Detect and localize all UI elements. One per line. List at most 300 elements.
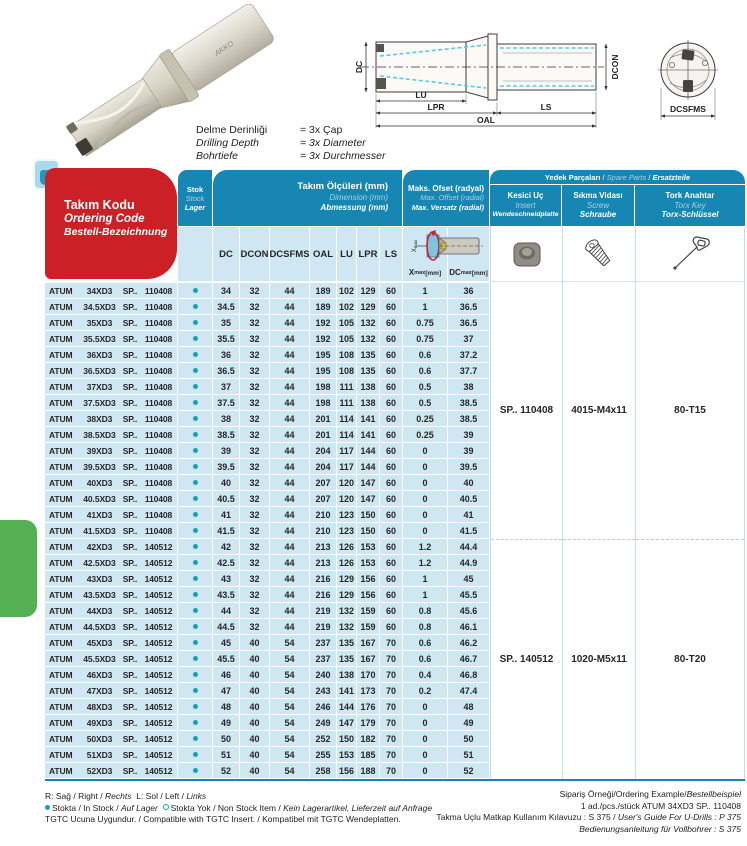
cell-ordering-code: ATUM 41XD3 SP.. 110408 [45, 507, 177, 522]
footer-tgtc-note: TGTC Ucuna Uygundur. / Compatible with TGTC Insert. / Kompatibel mit TGTC Wendeplatten. [45, 814, 401, 824]
cell-dcmax: 37.7 [448, 363, 489, 378]
dim-label-oal: OAL [477, 115, 495, 125]
table-row [45, 651, 490, 667]
cell-dc: 39.5 [213, 459, 239, 474]
cell-oal: 240 [310, 667, 336, 682]
cell-dcmax: 47.4 [448, 683, 489, 698]
cell-dc: 50 [213, 731, 239, 746]
cell-lu: 102 [337, 283, 356, 298]
cell-dcon: 32 [240, 571, 269, 586]
cell-dcmax: 46.7 [448, 651, 489, 666]
cell-dcon: 32 [240, 587, 269, 602]
cell-xmax: 0.8 [403, 603, 447, 618]
offset-diagram [405, 229, 487, 263]
cell-dc: 35.5 [213, 331, 239, 346]
table-row [45, 411, 490, 427]
cell-oal: 210 [310, 507, 336, 522]
cell-dcsfms: 44 [270, 555, 309, 570]
cell-lu: 108 [337, 347, 356, 362]
cell-dcmax: 52 [448, 763, 489, 778]
cell-ls: 60 [380, 299, 402, 314]
cell-ls: 70 [380, 747, 402, 762]
cell-oal: 258 [310, 763, 336, 778]
cell-xmax: 0.75 [403, 315, 447, 330]
cell-stock [178, 539, 212, 554]
cell-ls: 60 [380, 555, 402, 570]
cell-dcsfms: 44 [270, 507, 309, 522]
cell-dcon: 40 [240, 763, 269, 778]
cell-lu: 129 [337, 571, 356, 586]
cell-lu: 129 [337, 587, 356, 602]
cell-dcsfms: 54 [270, 763, 309, 778]
cell-dcsfms: 44 [270, 427, 309, 442]
cell-stock [178, 331, 212, 346]
cell-dcsfms: 44 [270, 331, 309, 346]
in-stock-dot-icon [193, 512, 198, 517]
cell-dcsfms: 54 [270, 667, 309, 682]
cell-stock [178, 347, 212, 362]
table-row [45, 715, 490, 731]
in-stock-dot-icon [193, 336, 198, 341]
in-stock-dot-icon [193, 432, 198, 437]
cell-stock [178, 395, 212, 410]
cell-lu: 114 [337, 427, 356, 442]
cell-ordering-code: ATUM 41.5XD3 SP.. 110408 [45, 523, 177, 538]
cell-xmax: 0.8 [403, 619, 447, 634]
cell-xmax: 1 [403, 571, 447, 586]
cell-ordering-code: ATUM 34XD3 SP.. 110408 [45, 283, 177, 298]
cell-lpr: 129 [357, 299, 379, 314]
cell-ls: 70 [380, 715, 402, 730]
stock-header: Stok Stock Lager [178, 170, 212, 226]
cell-oal: 249 [310, 715, 336, 730]
cell-lpr: 176 [357, 699, 379, 714]
cell-ordering-code: ATUM 35.5XD3 SP.. 110408 [45, 331, 177, 346]
cell-dcmax: 38.5 [448, 395, 489, 410]
cell-dcsfms: 44 [270, 283, 309, 298]
cell-ordering-code: ATUM 51XD3 SP.. 140512 [45, 747, 177, 762]
table-row [45, 667, 490, 683]
in-stock-dot-icon [193, 752, 198, 757]
cell-dc: 46 [213, 667, 239, 682]
cell-stock [178, 763, 212, 778]
cell-dcsfms: 44 [270, 363, 309, 378]
cell-dc: 45 [213, 635, 239, 650]
cell-oal: 246 [310, 699, 336, 714]
cell-stock [178, 731, 212, 746]
in-stock-dot-icon [193, 720, 198, 725]
max-offset-header: Maks. Ofset (radyal) Max. Offset (radial) Max. Versatz (radial) [403, 170, 489, 226]
cell-stock [178, 283, 212, 298]
cell-lu: 105 [337, 331, 356, 346]
cell-dc: 41.5 [213, 523, 239, 538]
spare-parts-header: Yedek Parçaları / Spare Parts / Ersatzteile [490, 170, 745, 184]
insert-value-group1: SP.. 110408 [499, 405, 554, 416]
table-row [45, 395, 490, 411]
cell-ordering-code: ATUM 47XD3 SP.. 140512 [45, 683, 177, 698]
cell-dcsfms: 54 [270, 651, 309, 666]
in-stock-dot-icon [193, 416, 198, 421]
dim-label-ls: LS [540, 102, 552, 112]
cell-stock [178, 635, 212, 650]
cell-ordering-code: ATUM 37XD3 SP.. 110408 [45, 379, 177, 394]
cell-ls: 60 [380, 571, 402, 586]
cell-stock [178, 379, 212, 394]
col-header-dcmax: DC max [mm] [448, 227, 489, 281]
footer-guide-note: Takma Uçlu Matkap Kullanım Kılavuzu : S 375 / User's Guide For U-Drills : P 375 [436, 812, 741, 822]
col-header-lpr: LPR [357, 227, 379, 281]
table-row [45, 283, 490, 299]
cell-xmax: 0 [403, 699, 447, 714]
cell-dcsfms: 54 [270, 699, 309, 714]
cell-dcon: 32 [240, 395, 269, 410]
ordering-code-de: Bestell-Bezeichnung [64, 226, 168, 238]
cell-ls: 60 [380, 411, 402, 426]
cell-dcsfms: 44 [270, 619, 309, 634]
cell-dcon: 32 [240, 507, 269, 522]
in-stock-dot-icon [193, 368, 198, 373]
cell-ordering-code: ATUM 36XD3 SP.. 110408 [45, 347, 177, 362]
cell-ls: 60 [380, 587, 402, 602]
in-stock-dot-icon [193, 544, 198, 549]
cell-ls: 70 [380, 763, 402, 778]
cell-dcmax: 37 [448, 331, 489, 346]
cell-stock [178, 587, 212, 602]
cell-stock [178, 475, 212, 490]
cell-oal: 207 [310, 491, 336, 506]
cell-ls: 70 [380, 699, 402, 714]
cell-dc: 52 [213, 763, 239, 778]
footer-direction-note: R: Sağ / Right / Rechts L: Sol / Left / Links [45, 791, 207, 801]
cell-xmax: 0.5 [403, 395, 447, 410]
cell-ls: 70 [380, 731, 402, 746]
cell-dc: 37 [213, 379, 239, 394]
cell-xmax: 0 [403, 731, 447, 746]
table-row [45, 443, 490, 459]
stock-open-dot-icon [163, 804, 169, 810]
cell-ordering-code: ATUM 38XD3 SP.. 110408 [45, 411, 177, 426]
cell-ordering-code: ATUM 40XD3 SP.. 110408 [45, 475, 177, 490]
insert-header: Kesici Uç Insert Wendeschneidplatte [490, 185, 561, 226]
table-rows [45, 283, 490, 779]
cell-xmax: 1 [403, 299, 447, 314]
cell-ls: 60 [380, 427, 402, 442]
dim-label-dc: DC [354, 60, 364, 74]
cell-ls: 60 [380, 459, 402, 474]
cell-dcon: 32 [240, 539, 269, 554]
technical-drawing-side-view [348, 12, 620, 134]
cell-ls: 60 [380, 475, 402, 490]
cell-stock [178, 699, 212, 714]
section-tab-green [0, 520, 37, 617]
cell-lu: 111 [337, 379, 356, 394]
cell-ls: 60 [380, 523, 402, 538]
cell-lpr: 167 [357, 651, 379, 666]
table-row [45, 683, 490, 699]
depth-label-en: Drilling Depth [196, 137, 260, 149]
depth-value-tr: = 3x Çap [300, 124, 343, 136]
cell-ordering-code: ATUM 49XD3 SP.. 140512 [45, 715, 177, 730]
cell-ls: 60 [380, 507, 402, 522]
table-row [45, 747, 490, 763]
cell-xmax: 0.25 [403, 411, 447, 426]
table-row [45, 299, 490, 315]
cell-ls: 70 [380, 635, 402, 650]
cell-ordering-code: ATUM 39XD3 SP.. 110408 [45, 443, 177, 458]
cell-lpr: 150 [357, 507, 379, 522]
in-stock-dot-icon [193, 288, 198, 293]
cell-oal: 195 [310, 347, 336, 362]
cell-stock [178, 315, 212, 330]
col-header-lu: LU [337, 227, 356, 281]
cell-xmax: 0.6 [403, 651, 447, 666]
in-stock-dot-icon [193, 496, 198, 501]
cell-lu: 111 [337, 395, 356, 410]
cell-dcsfms: 54 [270, 731, 309, 746]
cell-lpr: 159 [357, 603, 379, 618]
cell-dcon: 32 [240, 443, 269, 458]
cell-dcon: 32 [240, 331, 269, 346]
cell-dcsfms: 54 [270, 635, 309, 650]
cell-dc: 35 [213, 315, 239, 330]
cell-lpr: 185 [357, 747, 379, 762]
table-row [45, 507, 490, 523]
cell-dc: 47 [213, 683, 239, 698]
cell-xmax: 0 [403, 507, 447, 522]
cell-ordering-code: ATUM 43.5XD3 SP.. 140512 [45, 587, 177, 602]
table-row [45, 731, 490, 747]
cell-lpr: 138 [357, 379, 379, 394]
cell-dc: 37.5 [213, 395, 239, 410]
cell-ls: 60 [380, 443, 402, 458]
in-stock-dot-icon [193, 560, 198, 565]
cell-dc: 41 [213, 507, 239, 522]
cell-stock [178, 747, 212, 762]
footer-ordering-example-title: Sipariş Örneği/Ordering Example/Bestellbeispiel [559, 789, 741, 799]
cell-lu: 105 [337, 315, 356, 330]
cell-lu: 108 [337, 363, 356, 378]
insert-icon [491, 227, 562, 282]
in-stock-dot-icon [193, 320, 198, 325]
cell-xmax: 0 [403, 475, 447, 490]
cell-dcsfms: 44 [270, 475, 309, 490]
cell-lpr: 141 [357, 411, 379, 426]
cell-stock [178, 427, 212, 442]
cell-ls: 70 [380, 683, 402, 698]
in-stock-dot-icon [193, 592, 198, 597]
cell-dc: 39 [213, 443, 239, 458]
cell-ordering-code: ATUM 36.5XD3 SP.. 110408 [45, 363, 177, 378]
cell-xmax: 0 [403, 443, 447, 458]
cell-dcmax: 48 [448, 699, 489, 714]
cell-dc: 34.5 [213, 299, 239, 314]
cell-oal: 216 [310, 571, 336, 586]
cell-dcon: 32 [240, 299, 269, 314]
cell-dcsfms: 44 [270, 491, 309, 506]
cell-lpr: 144 [357, 443, 379, 458]
cell-lpr: 167 [357, 635, 379, 650]
stock-subheader [178, 227, 212, 281]
cell-dcmax: 51 [448, 747, 489, 762]
table-row [45, 571, 490, 587]
cell-stock [178, 651, 212, 666]
col-header-dc: DC [213, 227, 239, 281]
cell-dcon: 32 [240, 379, 269, 394]
table-row [45, 331, 490, 347]
cell-dcon: 40 [240, 699, 269, 714]
cell-xmax: 1 [403, 283, 447, 298]
cell-lpr: 170 [357, 667, 379, 682]
cell-lpr: 129 [357, 283, 379, 298]
cell-dcmax: 44.9 [448, 555, 489, 570]
cell-dcsfms: 44 [270, 315, 309, 330]
torx-key-header: Tork Anahtar Torx Key Torx-Schlüssel [635, 185, 745, 226]
cell-dcmax: 46.8 [448, 667, 489, 682]
screw-value-group1: 4015-M4x11 [571, 405, 627, 416]
cell-lu: 117 [337, 459, 356, 474]
cell-ordering-code: ATUM 48XD3 SP.. 140512 [45, 699, 177, 714]
cell-oal: 204 [310, 459, 336, 474]
table-row [45, 475, 490, 491]
cell-ls: 60 [380, 347, 402, 362]
cell-dc: 42 [213, 539, 239, 554]
screw-header: Sıkma Vidası Screw Schraube [562, 185, 634, 226]
torx-value-group2: 80-T20 [636, 539, 744, 779]
cell-lpr: 147 [357, 491, 379, 506]
cell-lu: 156 [337, 763, 356, 778]
cell-stock [178, 619, 212, 634]
cell-dcon: 32 [240, 555, 269, 570]
cell-lu: 126 [337, 555, 356, 570]
cell-dcmax: 38.5 [448, 411, 489, 426]
cell-stock [178, 555, 212, 570]
cell-lu: 102 [337, 299, 356, 314]
col-header-ls: LS [380, 227, 402, 281]
in-stock-dot-icon [193, 400, 198, 405]
cell-dc: 36 [213, 347, 239, 362]
cell-lu: 117 [337, 443, 356, 458]
table-row [45, 363, 490, 379]
product-table [45, 168, 745, 786]
cell-dcon: 40 [240, 747, 269, 762]
cell-xmax: 1.2 [403, 539, 447, 554]
screw-value-group2: 1020-M5x11 [563, 539, 635, 779]
cell-dcon: 40 [240, 635, 269, 650]
cell-oal: 192 [310, 315, 336, 330]
cell-dcon: 32 [240, 411, 269, 426]
cell-xmax: 0.2 [403, 683, 447, 698]
in-stock-dot-icon [193, 736, 198, 741]
table-row [45, 539, 490, 555]
cell-ls: 60 [380, 395, 402, 410]
table-row [45, 315, 490, 331]
cell-oal: 192 [310, 331, 336, 346]
cell-dc: 45.5 [213, 651, 239, 666]
cell-dcsfms: 44 [270, 587, 309, 602]
cell-dcsfms: 54 [270, 683, 309, 698]
in-stock-dot-icon [193, 656, 198, 661]
cell-lpr: 141 [357, 427, 379, 442]
cell-stock [178, 715, 212, 730]
table-row [45, 619, 490, 635]
cell-dcmax: 40.5 [448, 491, 489, 506]
insert-column [490, 227, 562, 779]
cell-lpr: 150 [357, 523, 379, 538]
cell-ls: 60 [380, 379, 402, 394]
cell-oal: 255 [310, 747, 336, 762]
cell-xmax: 0 [403, 763, 447, 778]
ordering-code-header [45, 168, 177, 279]
table-row [45, 491, 490, 507]
cell-dcmax: 39 [448, 443, 489, 458]
in-stock-dot-icon [193, 464, 198, 469]
cell-ls: 70 [380, 651, 402, 666]
cell-lpr: 132 [357, 331, 379, 346]
cell-lpr: 156 [357, 587, 379, 602]
footer-guide-note-de: Bedienungsanleitung für Vollbohrer : S 375 [579, 823, 741, 834]
cell-dcsfms: 44 [270, 411, 309, 426]
cell-lpr: 147 [357, 475, 379, 490]
cell-stock [178, 363, 212, 378]
cell-dcmax: 36 [448, 283, 489, 298]
cell-dcsfms: 44 [270, 603, 309, 618]
cell-dcsfms: 44 [270, 571, 309, 586]
table-row [45, 427, 490, 443]
cell-xmax: 0 [403, 747, 447, 762]
dim-label-lpr: LPR [427, 102, 445, 112]
cell-xmax: 0.5 [403, 379, 447, 394]
cell-dc: 43 [213, 571, 239, 586]
cell-stock [178, 523, 212, 538]
footer-right [436, 789, 741, 835]
cell-stock [178, 459, 212, 474]
cell-stock [178, 683, 212, 698]
footer-left [45, 791, 432, 826]
cell-lpr: 159 [357, 619, 379, 634]
cell-stock [178, 571, 212, 586]
cell-oal: 198 [310, 395, 336, 410]
cell-stock [178, 443, 212, 458]
cell-ls: 70 [380, 667, 402, 682]
torx-value-group1: 80-T15 [674, 405, 706, 416]
cell-oal: 219 [310, 603, 336, 618]
cell-dcmax: 41.5 [448, 523, 489, 538]
cell-dc: 38.5 [213, 427, 239, 442]
cell-dc: 38 [213, 411, 239, 426]
in-stock-dot-icon [193, 384, 198, 389]
in-stock-dot-icon [193, 640, 198, 645]
cell-oal: 219 [310, 619, 336, 634]
cell-dcon: 32 [240, 363, 269, 378]
table-row [45, 523, 490, 539]
cell-lu: 132 [337, 619, 356, 634]
screw-column [562, 227, 635, 779]
cell-oal: 198 [310, 379, 336, 394]
cell-oal: 237 [310, 635, 336, 650]
cell-stock [178, 603, 212, 618]
cell-dcsfms: 44 [270, 523, 309, 538]
in-stock-dot-icon [193, 608, 198, 613]
in-stock-dot-icon [193, 304, 198, 309]
dim-label-lu: LU [415, 90, 427, 100]
table-row [45, 459, 490, 475]
cell-oal: 237 [310, 651, 336, 666]
cell-dcon: 40 [240, 715, 269, 730]
cell-dc: 43.5 [213, 587, 239, 602]
cell-oal: 213 [310, 555, 336, 570]
cell-dcmax: 38 [448, 379, 489, 394]
cell-dcon: 32 [240, 523, 269, 538]
